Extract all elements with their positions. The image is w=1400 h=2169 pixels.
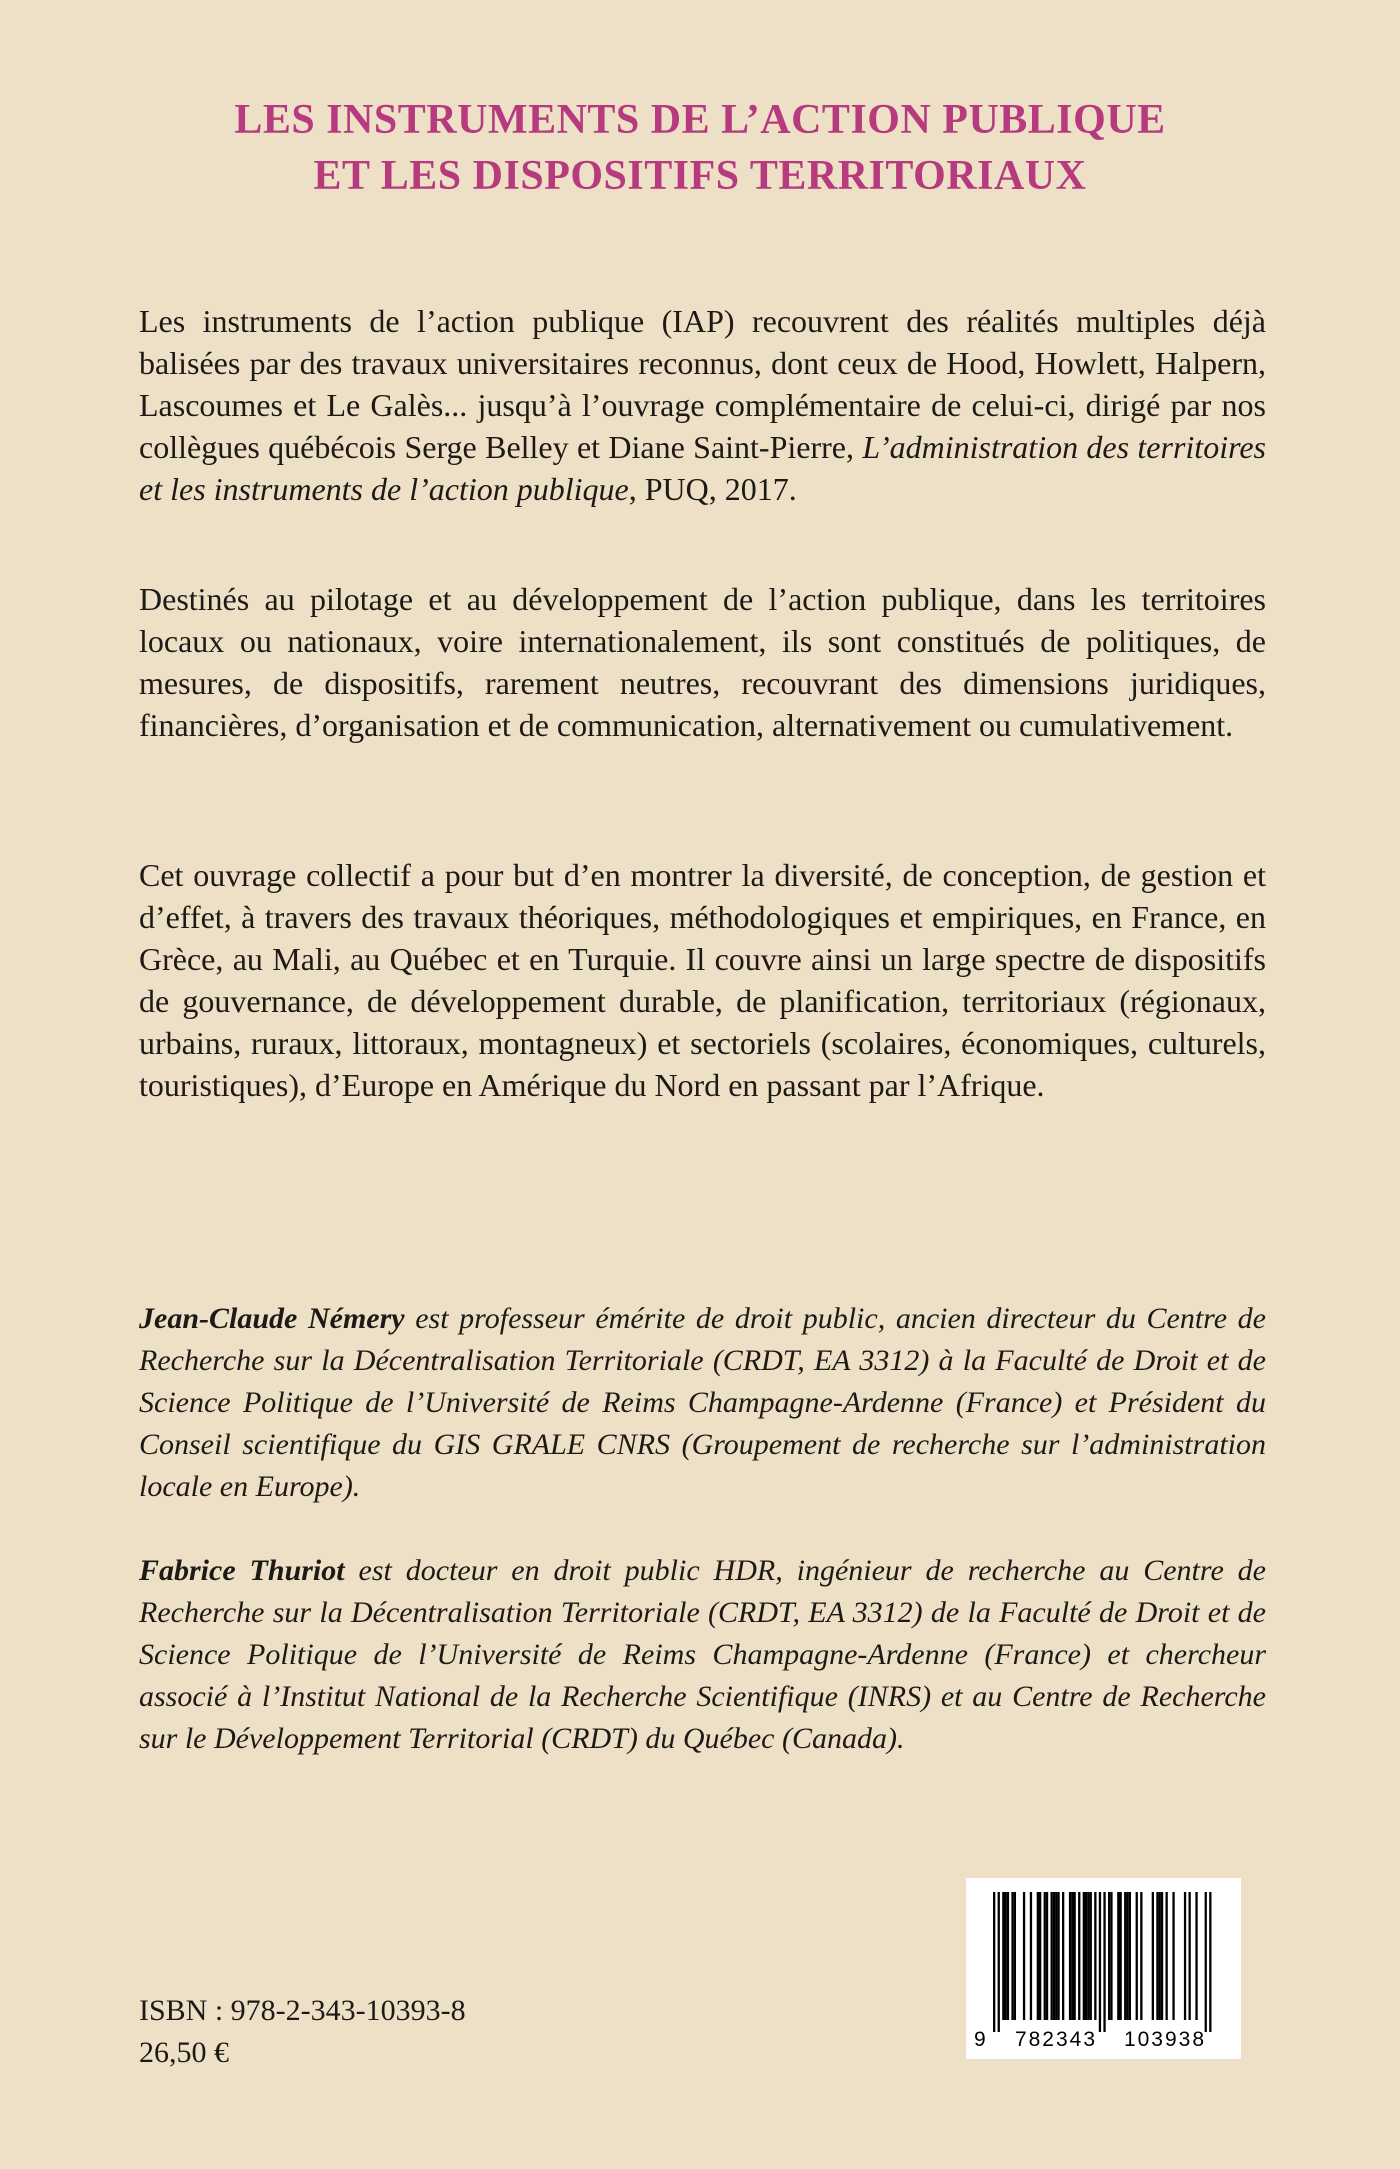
barcode-bar bbox=[1062, 1892, 1064, 2020]
barcode-bar bbox=[1108, 1892, 1110, 2020]
barcode-bar bbox=[998, 1892, 1000, 2032]
barcode-bar bbox=[1090, 1892, 1092, 2020]
cover-title bbox=[0, 92, 1400, 204]
barcode-bar bbox=[1037, 1892, 1039, 2020]
barcode-bar bbox=[1129, 1892, 1131, 2020]
barcode-left-group: 782343 bbox=[1014, 2028, 1098, 2051]
barcode-bar bbox=[1055, 1892, 1057, 2020]
barcode-bar bbox=[1007, 1892, 1009, 2020]
paragraph-2-text: Destinés au pilotage et au développement de l’action publique, dans les territoires locaux ou nationaux, voire internationalement, ils sont constitués de politiques, de mesures, de dispositifs, rarement neutres, recouvrant des dimensions juridiques, financières, d’organisation et de communication, alternativement ou cumulativement. bbox=[139, 581, 1266, 743]
barcode-bar bbox=[1069, 1892, 1071, 2020]
barcode-bar bbox=[1014, 1892, 1016, 2020]
barcode-bar bbox=[1140, 1892, 1142, 2020]
barcode-bar bbox=[1099, 1892, 1101, 2032]
barcode-bar bbox=[1159, 1892, 1161, 2020]
barcode-bar bbox=[993, 1892, 995, 2032]
barcode-first-digit: 9 bbox=[974, 2028, 986, 2051]
barcode-bar bbox=[1030, 1892, 1032, 2020]
barcode-bar bbox=[1152, 1892, 1154, 2020]
barcode-bar bbox=[1166, 1892, 1168, 2020]
barcode-bar bbox=[1087, 1892, 1089, 2020]
author-bio-text-1: est professeur émérite de droit public, ancien directeur du Centre de Recherche sur la Décentralisation Territoriale (CRDT, EA 3312) à la Faculté de Droit et de Science Politique de l’Université de Reims Champagne-Ardenne (France) et Président du Conseil scientifique du GIS GRALE CNRS (Groupement de recherche sur l’administration locale en Europe). bbox=[139, 1302, 1266, 1503]
barcode-bar bbox=[1083, 1892, 1085, 2020]
summary-paragraph-2 bbox=[139, 578, 1266, 746]
barcode-bar bbox=[1110, 1892, 1112, 2020]
barcode-bar bbox=[1124, 1892, 1126, 2020]
barcode-bar bbox=[1023, 1892, 1025, 2020]
barcode-bar bbox=[1120, 1892, 1122, 2020]
barcode-bar bbox=[1005, 1892, 1007, 2020]
barcode-bar bbox=[1071, 1892, 1073, 2020]
barcode-bar bbox=[1051, 1892, 1053, 2020]
author-bio-2 bbox=[139, 1550, 1266, 1760]
barcode-bar bbox=[1094, 1892, 1096, 2020]
summary-paragraph-1 bbox=[139, 300, 1266, 510]
author-bio-1 bbox=[139, 1298, 1266, 1508]
barcode-bar bbox=[1011, 1892, 1013, 2020]
barcode-bar bbox=[1136, 1892, 1138, 2020]
barcode-bar bbox=[1039, 1892, 1041, 2020]
barcode-bar bbox=[1161, 1892, 1163, 2020]
author-name-2: Fabrice Thuriot bbox=[139, 1554, 345, 1587]
isbn-price-block bbox=[139, 1990, 466, 2074]
barcode-bar bbox=[1046, 1892, 1048, 2020]
barcode-bar bbox=[1205, 1892, 1207, 2032]
barcode-bar bbox=[1172, 1892, 1174, 2020]
barcode bbox=[966, 1878, 1241, 2059]
isbn-label: ISBN : 978-2-343-10393-8 bbox=[139, 1994, 466, 2027]
book-title-italic: L’administration des territoires et les instruments de l’action publique bbox=[139, 429, 1267, 507]
paragraph-1-tail: , PUQ, 2017. bbox=[628, 471, 797, 507]
barcode-bar bbox=[1103, 1892, 1105, 2032]
title-line-2: ET LES DISPOSITIFS TERRITORIAUX bbox=[313, 153, 1087, 199]
price-label: 26,50 € bbox=[139, 2036, 229, 2069]
barcode-bar bbox=[1209, 1892, 1211, 2032]
title-line-1: LES INSTRUMENTS DE L’ACTION PUBLIQUE bbox=[234, 97, 1166, 143]
barcode-bar bbox=[1117, 1892, 1119, 2020]
barcode-bar bbox=[1189, 1892, 1191, 2020]
author-name-1: Jean-Claude Némery bbox=[139, 1302, 405, 1335]
paragraph-3-text: Cet ouvrage collectif a pour but d’en montrer la diversité, de conception, de gestion et d’effet, à travers des travaux théoriques, méthodologiques et empiriques, en France, en Grèce, au Mali, au Québec et en Turquie. Il couvre ainsi un large spectre de dispositifs de gouvernance, de développement durable, de planification, territoriaux (régionaux, urbains, ruraux, littoraux, montagneux) et sectoriels (scolaires, économiques, culturels, touristiques), d’Europe en Amérique du Nord en passant par l’Afrique. bbox=[139, 857, 1266, 1103]
barcode-graphic bbox=[966, 1878, 1241, 2059]
paragraph-1-text: Les instruments de l’action publique (IAP) recouvrent des réalités multiples déjà balisées par des travaux universitaires reconnus, dont ceux de Hood, Howlett, Halpern, Lascoumes et Le Galès... jusqu’à l’ouvrage complémentaire de celui-ci, dirigé par nos collègues québécois Serge Belley et Diane Saint-Pierre, bbox=[139, 303, 1266, 465]
barcode-bar bbox=[1053, 1892, 1055, 2020]
barcode-bar bbox=[1156, 1892, 1158, 2020]
barcode-bar bbox=[1044, 1892, 1046, 2020]
barcode-bar bbox=[1126, 1892, 1128, 2020]
barcode-bar bbox=[1078, 1892, 1080, 2020]
barcode-bar bbox=[1184, 1892, 1186, 2020]
barcode-bar bbox=[1195, 1892, 1197, 2020]
barcode-bar bbox=[1085, 1892, 1087, 2020]
barcode-bar bbox=[1002, 1892, 1004, 2020]
barcode-right-group: 103938 bbox=[1123, 2028, 1207, 2051]
barcode-bar bbox=[1057, 1892, 1059, 2020]
barcode-bar bbox=[1074, 1892, 1076, 2020]
summary-paragraph-3 bbox=[139, 854, 1266, 1106]
author-bio-text-2: est docteur en droit public HDR, ingénieur de recherche au Centre de Recherche sur la Décentralisation Territoriale (CRDT, EA 3312) de la Faculté de Droit et de Science Politique de l’Université de Reims Champagne-Ardenne (France) et chercheur associé à l’Institut National de la Recherche Scientifique (INRS) et au Centre de Recherche sur le Développement Territorial (CRDT) du Québec (Canada). bbox=[139, 1554, 1266, 1755]
